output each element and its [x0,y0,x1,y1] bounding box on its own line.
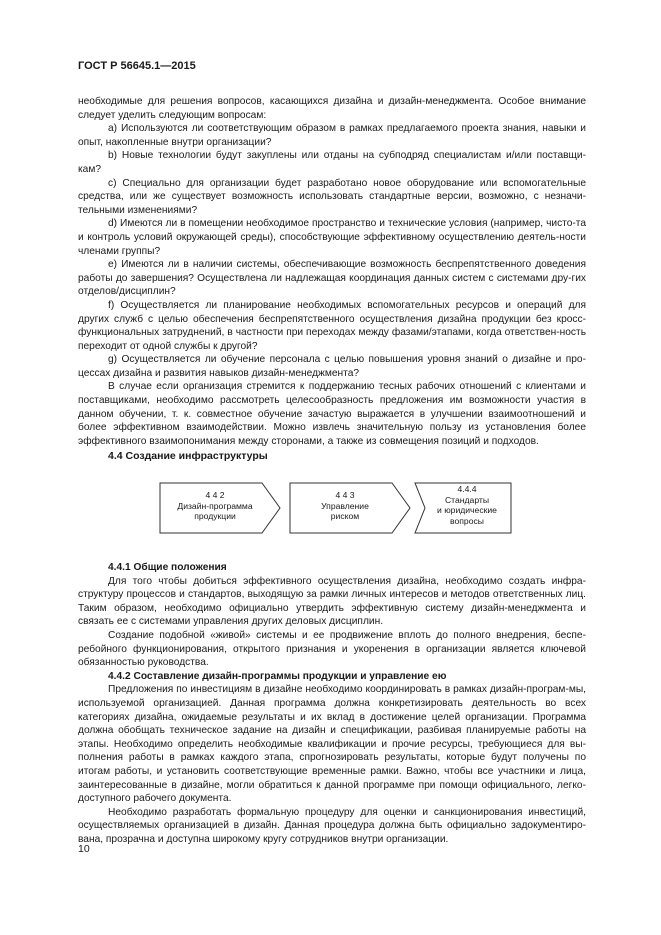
diagram-box-line: Стандарты [444,494,490,505]
diagram-box-line: продукции [194,511,236,522]
paragraph: необходимые для решения вопросов, касающихся дизайна и дизайн-менеджмента. Особое внимание следует уделить следующим вопросам: [78,96,586,121]
paragraph: Предложения по инвестициям в дизайне необходимо координировать в рамках дизайн-програм-мы, используемой организацией. Данная программа должна конкретизировать деятельность во всех категориях дизайна, ожидаемые результаты и их вклад в достижение целей организации. Программа должна обобщать техническое задание на дизайн и спецификации, разбивая планируемые работы на этапы. Необходимо определить необходимые квалификации и прочие ресурсы, требующиеся для вы-полнения работы в рамках каждого этапа, спрогнозировать результаты, которые будут получены по итогам работы, и установить соответствующие временные рамки. Важно, чтобы все участники и лица, заинтересованные в дизайне, могли обратиться к данной программе при помощи официального, легко-доступного рабочего документа. [78,684,586,805]
list-item-c: c) Специально для организации будет разработано новое оборудование или вспомогательные средства, или же существует возможность использовать стандартные версии, возможно, с незначи-тельными изменениями? [78,177,586,216]
list-item-f: f) Осуществляется ли планирование необходимых вспомогательных ресурсов и операций для других служб с целью обеспечения беспрепятственного осуществления дизайна продукции без кросс-функциональных затруднений, в частности при переходах между фазами/этапами, когда ответствен-ность переходит от одной службы к другой? [78,299,586,352]
section-4-4-text-block [78,561,586,846]
diagram-box-number: 4 4 3 [335,490,355,500]
diagram-box-number: 4.4.4 [457,484,477,494]
paragraph: Для того чтобы добиться эффективного осуществления дизайна, необходимо создать инфра-структуру процессов и стандартов, выходящую за рамки личных интересов и методов ответственных лиц. Таким образом, необходимо официально утвердить эффективную систему дизайн-менеджмента и связать ее с системами управления других деловых дисциплин. [78,575,586,628]
paragraph: В случае если организация стремится к поддержанию тесных рабочих отношений с клиентами и поставщиками, необходимо рассмотреть целесообразность предложения им возможности участия в данном обучении, т. к. совместное обучение зачастую выражается в улучшении взаимоотношений и более эффективном взаимодействии. Можно извлечь значительную пользу из установления более эффективного взаимопонимания между сторонами, а также из совмещения позиций и подходов. [78,381,586,447]
list-item-a: a) Используются ли соответствующим образом в рамках предлагаемого проекта знания, навыки и опыт, накопленные внутри организации? [78,123,586,148]
intro-text-block [78,95,586,448]
diagram-box-444 [423,484,511,526]
list-item-d: d) Имеются ли в помещении необходимое пространство и технические условия (например, чисто-та и контроль условий окружающей среды), способствующие эффективному осуществлению деятель-ности членами группы? [78,218,586,257]
diagram-box-line: Управление [321,500,369,511]
document-header: ГОСТ Р 56645.1—2015 [78,60,196,72]
diagram-box-line: риском [330,511,360,522]
diagram-box-line: Дизайн-программа [177,500,253,511]
infrastructure-diagram [155,478,515,538]
diagram-box-442 [163,490,267,522]
section-heading-4-4-2: 4.4.2 Составление дизайн-программы продукции и управление ею [108,670,447,682]
page-number: 10 [78,843,90,855]
diagram-box-number: 4 4 2 [205,490,225,500]
paragraph: Необходимо разработать формальную процедуру для оценки и санкционирования инвестиций, осуществляемых организацией в дизайн. Данная процедура должна быть официально задокументиро-вана, прозрачна и доступна широкому кругу сотрудников внутри организации. [78,806,586,845]
section-heading-4-4-1: 4.4.1 Общие положения [108,562,227,573]
paragraph: Создание подобной «живой» системы и ее продвижение вплоть до полного внедрения, беспе-ребойного функционирования, открытого признания и укоренения в организации является ключевой обязанностью руководства. [78,629,586,669]
diagram-box-line: вопросы [450,515,484,526]
list-item-b: b) Новые технологии будут закуплены или отданы на субподряд специалистам и/или поставщи-кам? [78,150,586,175]
diagram-box-line: и юридические [437,505,497,516]
section-heading-4-4: 4.4 Создание инфраструктуры [108,450,268,462]
diagram-box-443 [293,490,397,522]
list-item-g: g) Осуществляется ли обучение персонала с целью повышения уровня знаний о дизайне и про-цессах дизайна и развития навыков дизайн-менеджмента? [78,354,586,379]
list-item-e: e) Имеются ли в наличии системы, обеспечивающие возможность беспрепятственного доведения работы до завершения? Осуществлена ли надлежащая координация данных систем с системами дру-гих отделов/дисциплин? [78,259,586,298]
